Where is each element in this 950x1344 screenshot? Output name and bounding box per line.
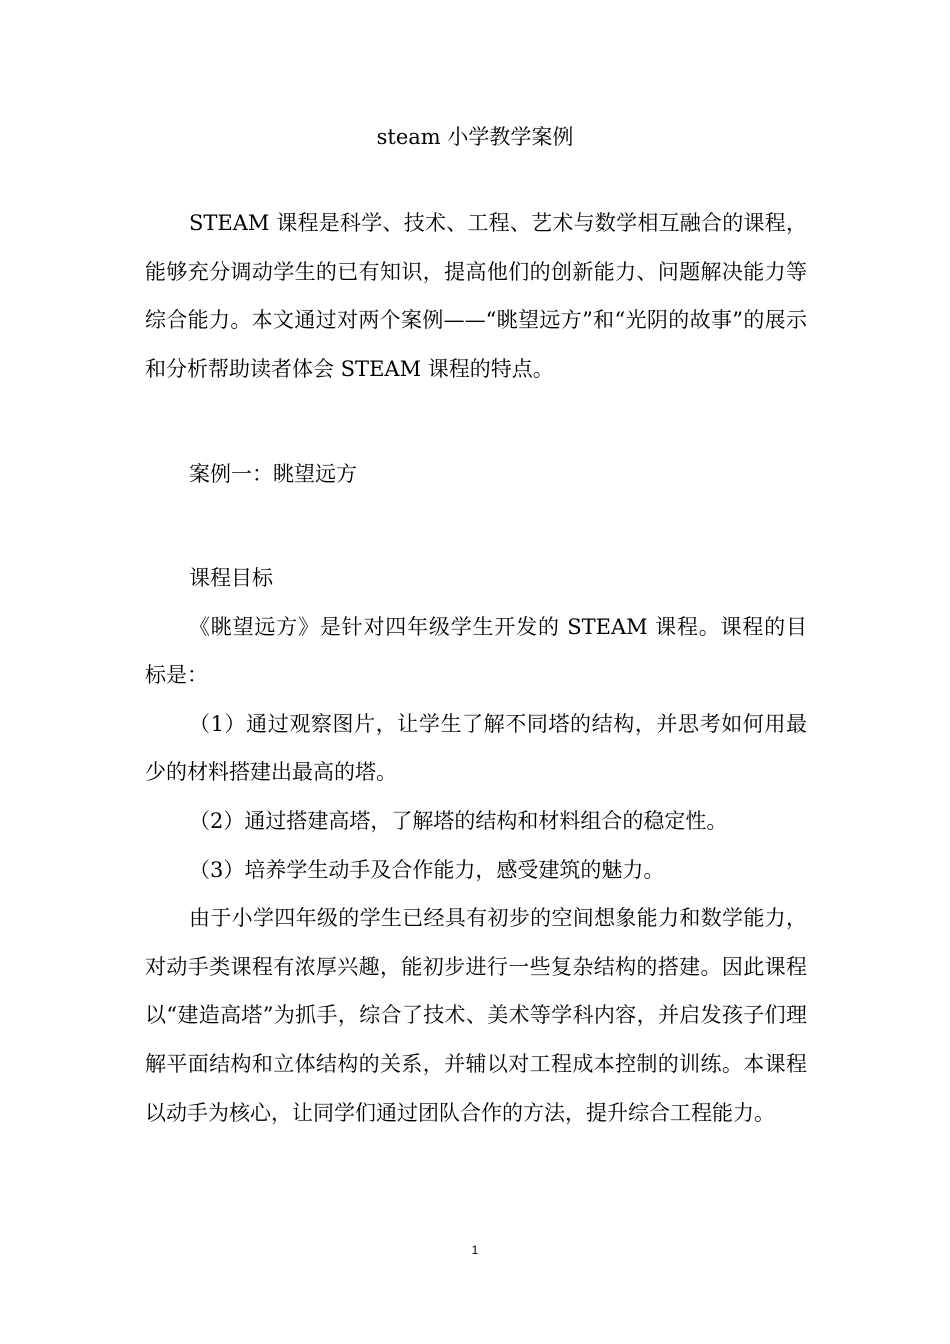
goal-intro-paragraph: 《眺望远方》是针对四年级学生开发的 STEAM 课程。课程的目标是： [145,614,807,688]
case-heading: 案例一：眺望远方 [189,462,357,487]
intro-paragraph: STEAM 课程是科学、技术、工程、艺术与数学相互融合的课程，能够充分调动学生的已有知识，提高他们的创新能力、问题解决能力等综合能力。本文通过对两个案例——“眺望远方”和“光阴的故事”的展示和分析帮助读者体会 STEAM 课程的特点。 [145,211,807,381]
spacer [145,393,807,450]
page-number: 1 [471,1243,479,1257]
goal-heading: 课程目标 [189,565,273,590]
document-body [145,199,807,1137]
goal-item: （3）培养学生动手及合作能力，感受建筑的魅力。 [189,857,665,882]
analysis-paragraph: 由于小学四年级的学生已经具有初步的空间想象能力和数学能力，对动手类课程有浓厚兴趣，能初步进行一些复杂结构的搭建。因此课程以“建造高塔”为抓手，综合了技术、美术等学科内容，并启发孩子们理解平面结构和立体结构的关系，并辅以对工程成本控制的训练。本课程以动手为核心，让同学们通过团队合作的方法，提升综合工程能力。 [145,906,807,1125]
goal-item: （1）通过观察图片，让学生了解不同塔的结构，并思考如何用最少的材料搭建出最高的塔。 [145,711,807,785]
spacer [145,499,807,554]
document-title: steam 小学教学案例 [376,125,574,149]
goal-item: （2）通过搭建高塔，了解塔的结构和材料组合的稳定性。 [189,808,728,833]
